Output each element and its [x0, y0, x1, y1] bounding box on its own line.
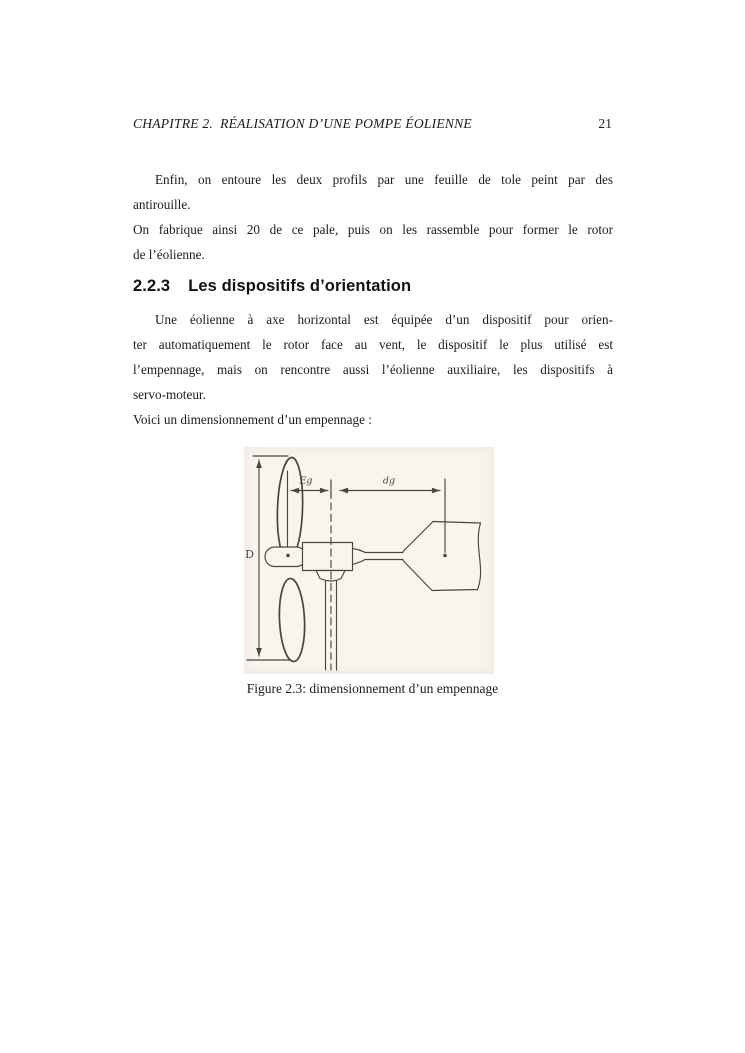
text-line: Voici un dimensionnement d’un empennage : [133, 412, 372, 427]
text-line: On fabrique ainsi 20 de ce pale, puis on les rassemble pour former le rotor [133, 222, 613, 237]
intro-paragraph [133, 167, 613, 267]
dimension-label-dg: dg [382, 475, 396, 487]
rotor-hub [265, 547, 306, 567]
figure-scan [244, 447, 494, 674]
text-line: de l’éolienne. [133, 247, 205, 262]
page-number: 21 [598, 116, 612, 131]
running-header [133, 116, 612, 132]
section-heading [133, 277, 613, 296]
chapter-title: CHAPITRE 2. RÉALISATION D’UNE POMPE ÉOLIENNE [133, 116, 472, 131]
rotor-center-dot [286, 554, 290, 558]
nacelle [303, 543, 353, 571]
tail-boom [353, 549, 404, 565]
vane-center-line [443, 479, 447, 557]
section-title: Les dispositifs d’orientation [188, 277, 412, 295]
wind-turbine-diagram [244, 447, 494, 674]
section-number: 2.2.3 [133, 277, 171, 295]
text-line: Enfin, on entoure les deux profils par une feuille de tole peint par des [155, 172, 613, 187]
text-line: servo-moteur. [133, 387, 206, 402]
text-line: l’empennage, mais on rencontre aussi l’éolienne auxiliaire, les dispositifs à [133, 362, 613, 377]
dimension-label-d: D [245, 548, 254, 561]
rotor-offset-dimension [291, 476, 328, 491]
text-line: antirouille. [133, 197, 191, 212]
tail-vane [403, 522, 481, 591]
tail-distance-dimension [340, 476, 440, 491]
text-line: Une éolienne à axe horizontal est équipée d’un dispositif pour orien- [155, 312, 613, 327]
text-line: ter automatiquement le rotor face au vent, le dispositif le plus utilisé est [133, 337, 613, 352]
dimension-label-eg: Eg [299, 475, 313, 487]
body-paragraph [133, 307, 613, 432]
figure-caption: Figure 2.3: dimensionnement d’un empennage [246, 681, 499, 696]
